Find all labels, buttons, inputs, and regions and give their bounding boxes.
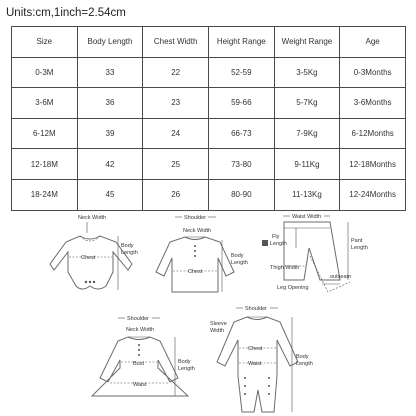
body-length-label: Body xyxy=(121,243,134,249)
thigh-width-label: Thigh Width xyxy=(270,265,300,271)
table-cell: 73-80 xyxy=(208,149,274,180)
garment-measurement-diagrams xyxy=(0,200,416,416)
table-cell: 80-90 xyxy=(208,179,274,210)
table-cell: 3-5Kg xyxy=(274,57,340,88)
body-length-label: Length xyxy=(296,361,313,367)
body-length-label: Body xyxy=(231,253,244,259)
bodysuit-shape xyxy=(50,236,132,289)
outseam-label: outseam xyxy=(330,274,352,280)
table-cell: 3-6M xyxy=(12,88,78,119)
table-cell: 66-73 xyxy=(208,118,274,149)
body-length-label: Length xyxy=(121,250,138,256)
table-cell: 12-24Months xyxy=(340,179,406,210)
header-size: Size xyxy=(12,27,78,58)
body-length-label: Body xyxy=(296,354,309,360)
pant-length-label: Pant xyxy=(351,238,363,244)
dress-diagram xyxy=(92,316,195,396)
table-header-row xyxy=(12,27,406,58)
body-length-label: Length xyxy=(231,260,248,266)
header-age: Age xyxy=(340,27,406,58)
header-body-length: Body Length xyxy=(77,27,143,58)
pants-shape xyxy=(284,222,340,280)
table-cell: 26 xyxy=(143,179,209,210)
table-cell: 23 xyxy=(143,88,209,119)
table-cell: 0-3Months xyxy=(340,57,406,88)
tshirt-diagram xyxy=(156,215,248,292)
table-cell: 59-66 xyxy=(208,88,274,119)
table-row xyxy=(12,149,406,180)
table-cell: 39 xyxy=(77,118,143,149)
fly-length-label: Fly xyxy=(272,234,280,240)
pants-diagram xyxy=(262,214,368,292)
shoulder-label: Shoulder xyxy=(184,215,207,221)
table-cell: 33 xyxy=(77,57,143,88)
sleeve-width-label: Sleeve xyxy=(210,321,227,327)
table-cell: 18-24M xyxy=(12,179,78,210)
body-length-label: Length xyxy=(178,366,195,372)
romper-diagram xyxy=(210,306,313,412)
table-cell: 7-9Kg xyxy=(274,118,340,149)
leg-opening-label: Leg Opening xyxy=(277,285,309,291)
table-row xyxy=(12,118,406,149)
shoulder-label: Shoulder xyxy=(245,306,268,312)
header-weight-range: Weight Range xyxy=(274,27,340,58)
units-note: Units:cm,1inch=2.54cm xyxy=(6,7,126,19)
pants-tag-icon xyxy=(262,240,268,246)
bodysuit-diagram xyxy=(50,215,138,290)
table-cell: 36 xyxy=(77,88,143,119)
neck-width-label: Neck Width xyxy=(126,327,155,333)
size-chart-table xyxy=(11,26,406,211)
shoulder-label: Shoulder xyxy=(127,316,150,322)
waist-label: Waist xyxy=(248,361,262,367)
table-cell: 0-3M xyxy=(12,57,78,88)
chest-label: Chest xyxy=(248,346,263,352)
chest-label: Chest xyxy=(81,255,96,261)
table-row xyxy=(12,57,406,88)
table-cell: 52-59 xyxy=(208,57,274,88)
table-cell: 45 xyxy=(77,179,143,210)
table-row xyxy=(12,88,406,119)
table-cell: 5-7Kg xyxy=(274,88,340,119)
neck-width-label: Neck Width xyxy=(183,228,212,234)
chest-label: Chest xyxy=(188,269,203,275)
waist-width-label: Waist Width xyxy=(292,214,322,220)
table-cell: 12-18Months xyxy=(340,149,406,180)
header-height-range: Height Range xyxy=(208,27,274,58)
waist-label: Waist xyxy=(133,382,147,388)
table-cell: 9-11Kg xyxy=(274,149,340,180)
bust-label: Bust xyxy=(133,361,145,367)
table-cell: 3-6Months xyxy=(340,88,406,119)
table-cell: 12-18M xyxy=(12,149,78,180)
table-cell: 25 xyxy=(143,149,209,180)
pant-length-label: Length xyxy=(351,245,368,251)
neck-width-label: Neck Width xyxy=(78,215,107,221)
table-cell: 11-13Kg xyxy=(274,179,340,210)
table-cell: 24 xyxy=(143,118,209,149)
header-chest-width: Chest Width xyxy=(143,27,209,58)
sleeve-width-label: Width xyxy=(210,328,225,334)
table-cell: 6-12M xyxy=(12,118,78,149)
fly-length-label: Length xyxy=(270,241,287,247)
table-cell: 42 xyxy=(77,149,143,180)
body-length-label: Body xyxy=(178,359,191,365)
table-cell: 22 xyxy=(143,57,209,88)
table-cell: 6-12Months xyxy=(340,118,406,149)
